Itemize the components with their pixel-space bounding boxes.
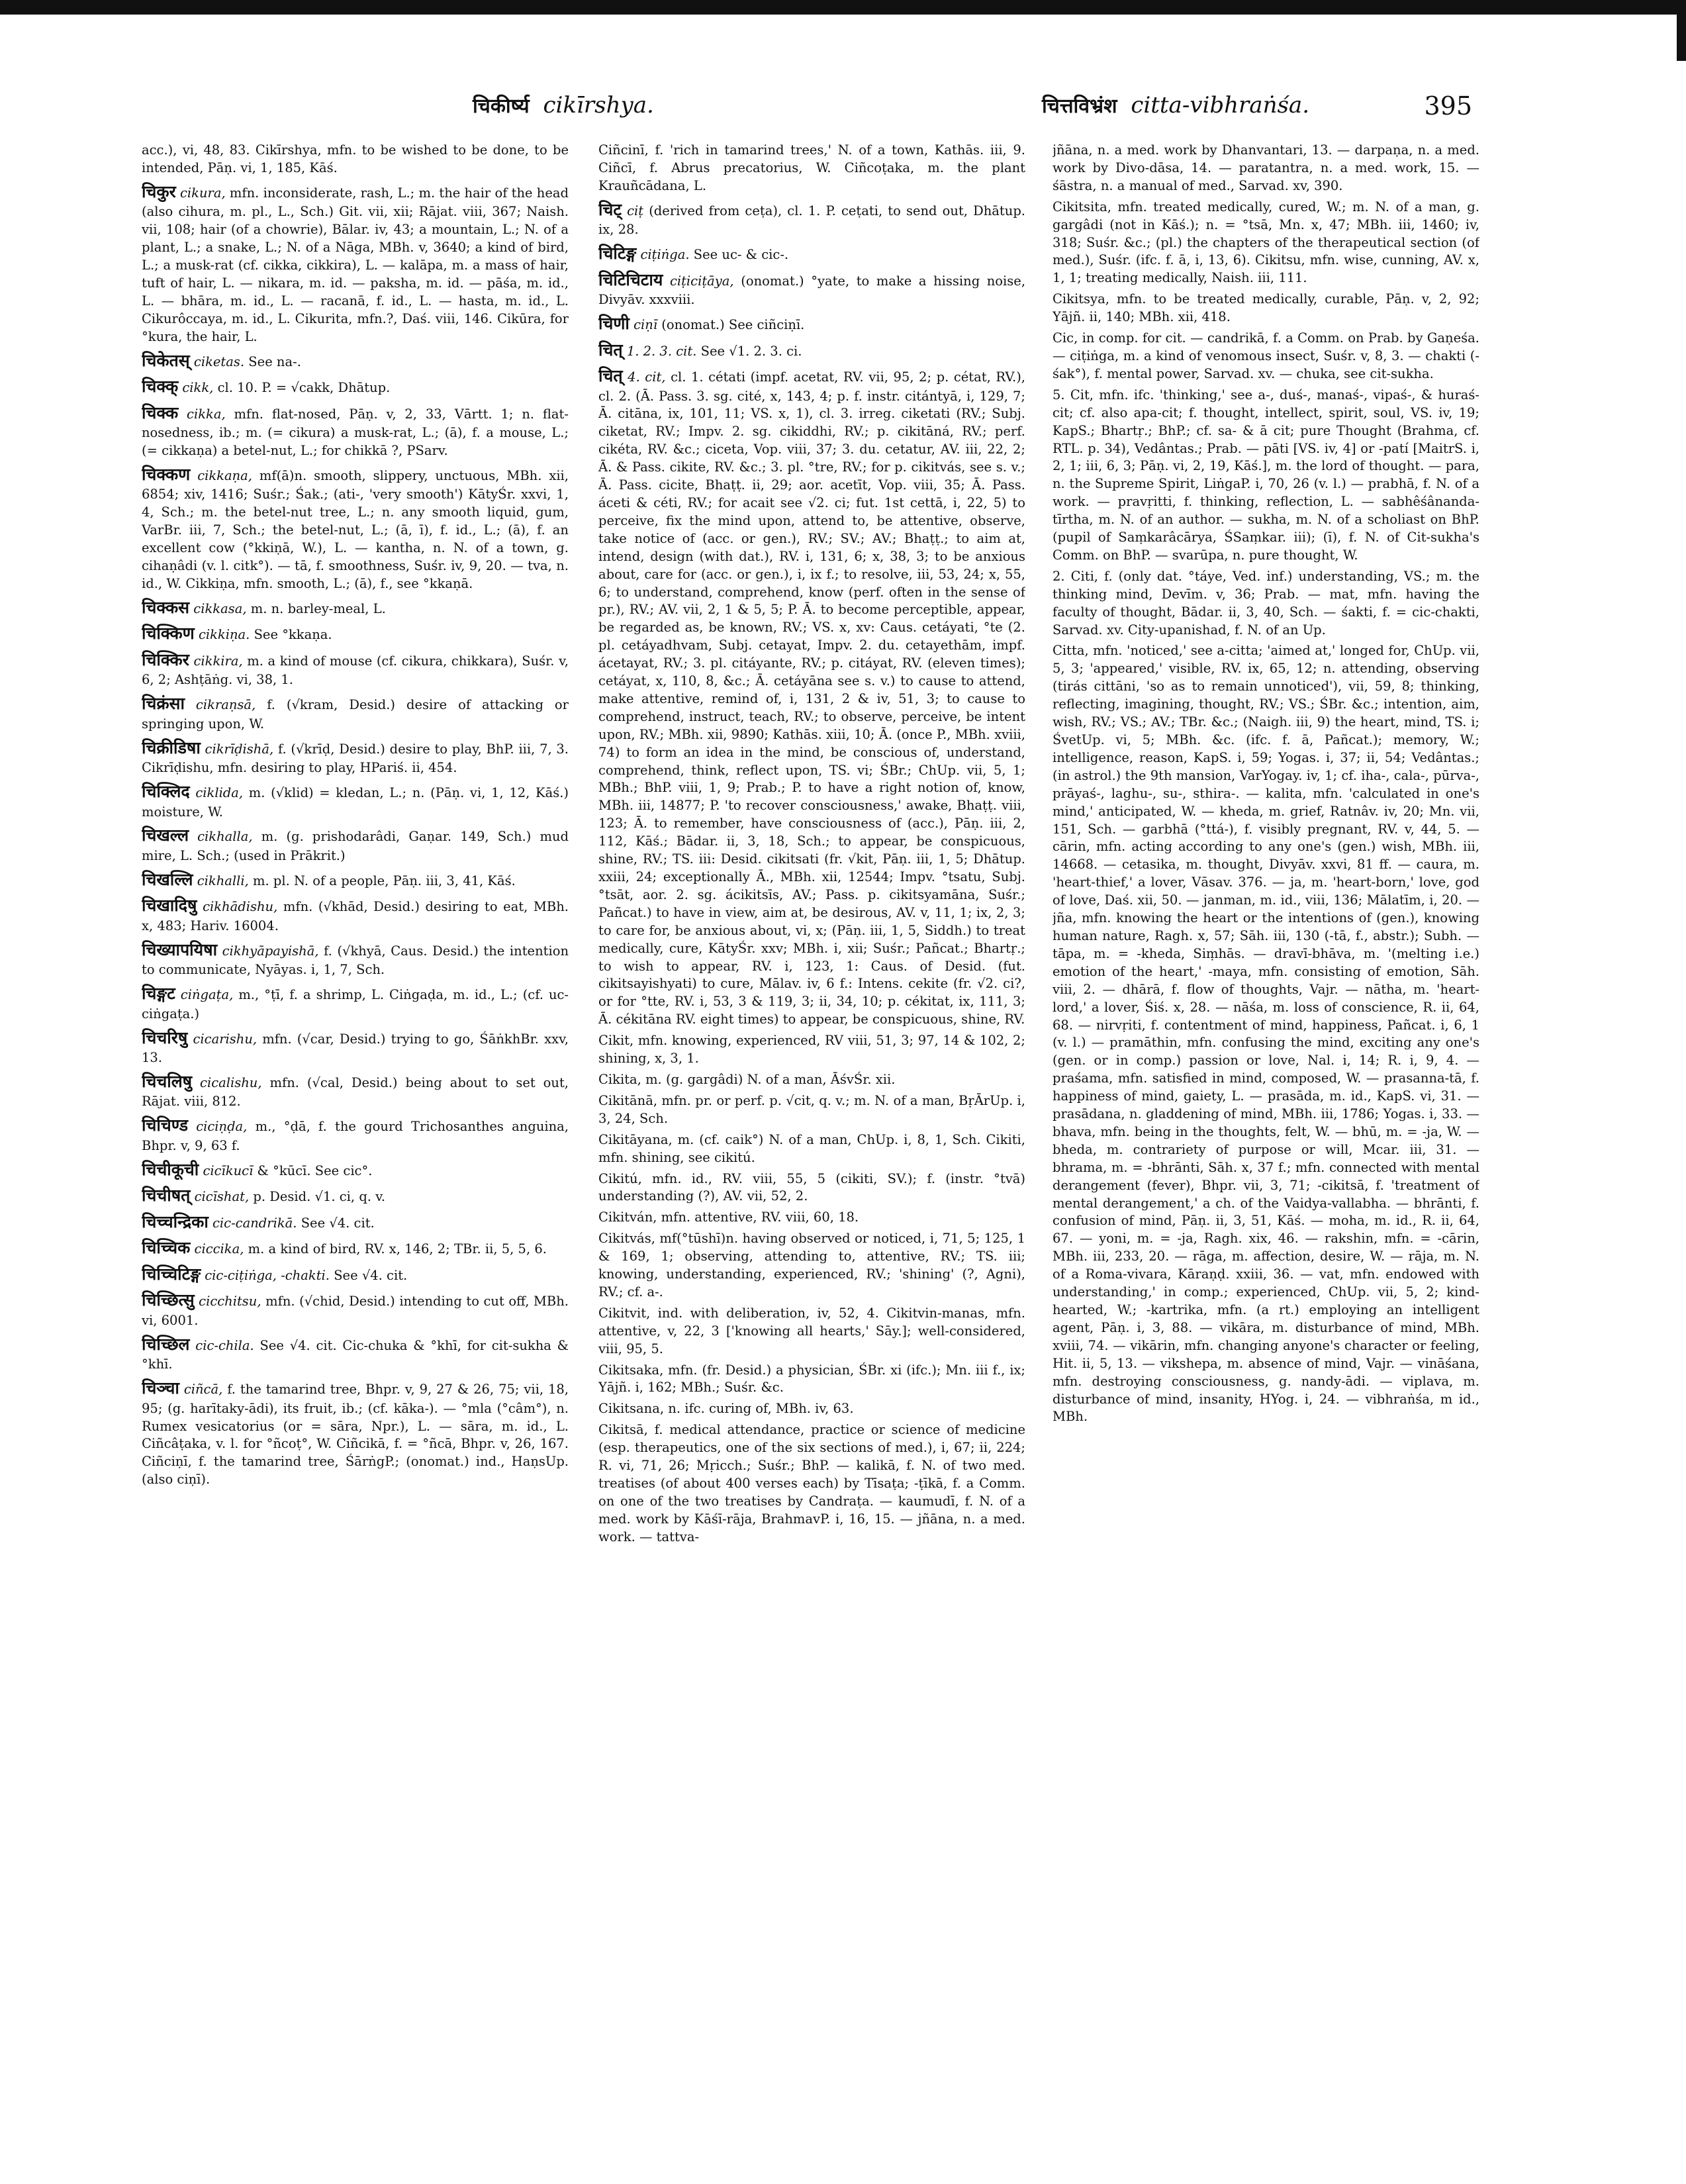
dictionary-entry <box>142 1027 569 1067</box>
entry-text: Cic, in comp. for cit. — candrikā, f. a Comm. on Prab. by Gaṇeśa. — ciṭiṅga, m. a kind of venomous insect, Suśr. v, 8, 3. — chakti (-śak°), f. mental power, Sarvad. xv. — chuka, see cit-sukha. <box>1053 330 1479 381</box>
headword-devanagari: चिचरिषु <box>142 1027 188 1047</box>
headword-roman: ciṭ <box>627 203 644 218</box>
headword-roman: ciciṇḍa, <box>196 1119 248 1135</box>
headword-roman: ciṭiciṭāya, <box>669 273 734 289</box>
headword-roman: cicchitsu, <box>199 1294 261 1309</box>
headword-devanagari: चिच्चन्द्रिका <box>142 1211 209 1231</box>
dictionary-entry <box>142 1114 569 1155</box>
dictionary-entry <box>142 1237 569 1260</box>
headword-devanagari: चिक्कस <box>142 597 190 617</box>
entry-text: Cikitsita, mfn. treated medically, cured, W.; m. N. of a man, g. gargâdi (not in Kāś.); n. = °tsā, Mn. x, 47; MBh. iii, 1460; iv, 318; Suśr. &c.; (pl.) the chapters of the therapeutical section (of med.), Suśr. (ifc. f. ā, i, 13, 6). Cikitsu, mfn. wise, cunning, AV. x, 1, 1; treating medically, Naish. iii, 111. <box>1053 199 1479 286</box>
dictionary-entry <box>598 1071 1025 1089</box>
headword-devanagari: चित् <box>598 366 623 386</box>
headword-roman: ciñcā, <box>183 1382 223 1398</box>
dictionary-entry <box>142 142 569 177</box>
dictionary-entry <box>1053 291 1479 326</box>
entry-text: See √4. cit. Cic-chuka & °khī, for cit-sukha & °khī. <box>142 1337 569 1372</box>
entry-text: See √4. cit. <box>301 1215 375 1231</box>
entry-text: (onomat.) °yate, to make a hissing noise, Divyāv. xxxviii. <box>598 273 1025 308</box>
headword-devanagari: चिकेतस् <box>142 350 190 370</box>
headword-devanagari: चिच्चिटिङ्ग <box>142 1264 201 1284</box>
dictionary-entry <box>598 1421 1025 1546</box>
entry-text: mfn. (√cal, Desid.) being about to set out, Rājat. viii, 812. <box>142 1074 569 1110</box>
headword-roman: cikraṇsā, <box>195 697 256 713</box>
headword-roman: cikka, <box>187 406 226 422</box>
dictionary-entry <box>598 1362 1025 1398</box>
dictionary-entry <box>142 1263 569 1286</box>
entry-text: jñāna, n. a med. work by Dhanvantari, 13. — darpaṇa, n. a med. work by Divo-dāsa, 14. — paratantra, n. a med. work, 15. — śāstra, n. a manual of med., Sarvad. xv, 390. <box>1053 142 1479 193</box>
headword-devanagari: चिच्चिक <box>142 1238 191 1258</box>
dictionary-entry <box>142 894 569 935</box>
entry-text: See uc- & cic-. <box>693 247 789 263</box>
entry-text: cl. 10. P. = √cakk, Dhātup. <box>217 380 391 396</box>
dictionary-entry <box>1053 330 1479 383</box>
dictionary-entry <box>142 1333 569 1374</box>
entry-text: See √1. 2. 3. ci. <box>700 343 802 359</box>
dictionary-entry <box>142 781 569 821</box>
entry-text: Cikitván, mfn. attentive, RV. viii, 60, 18. <box>598 1210 859 1225</box>
dictionary-entry <box>1053 387 1479 565</box>
dictionary-entry <box>598 142 1025 195</box>
dictionary-entry <box>598 242 1025 265</box>
headword-devanagari: चिक्कण <box>142 464 191 484</box>
headword-devanagari: चिखादिषु <box>142 896 197 916</box>
page-header <box>142 91 1472 131</box>
entry-text: See °kkaṇa. <box>254 627 332 643</box>
entry-text: Citta, mfn. 'noticed,' see a-citta; 'aimed at,' longed for, ChUp. vii, 5, 3; 'appeared,' visible, RV. ix, 65, 12; n. attending, observing (tirás cittāni, 'so as to remain unnoticed'), vii, 59, 8; thinking, reflecting, imagining, thought, RV.; VS.; ŚBr. &c.; intention, aim, wish, RV.; VS.; AV.; TBr. &c.; (Naigh. iii, 9) the heart, mind, TS. i; ŚvetUp. vi, 5; MBh. &c. (ifc. f. ā, Pañcat.); memory, W.; intelligence, reason, KapS. i, 59; Yogas. i, 37; ii, 54; Vedântas.; (in astrol.) the 9th mansion, VarYogay. iv, 1; cf. iha-, cala-, pūrva-, prāyaś-, laghu-, su-, sthira-. — kalita, mfn. 'calculated in one's mind,' anticipated, W. — kheda, m. grief, Ratnâv. iv, 20; Mn. vii, 151, Sch. — garbhā (°ttá-), f. visibly pregnant, RV. v, 44, 5. — cārin, mfn. acting according to any one's (gen.) wish, MBh. iii, 14668. — cetasika, m. thought, Divyāv. xxvi, 81 ff. — caura, m. 'heart-thief,' a lover, Vāsav. 376. — ja, m. 'heart-born,' love, god of love, Daś. xii, 50. — janman, m. id., viii, 136; Mālatīm, i, 20. — jña, mfn. knowing the heart or the intentions of (gen.), knowing human nature, Ragh. x, 57; Sāh. iii, 130 (-tā, f., abstr.); Subh. — tāpa, m. = -kheda, Siṃhās. — dravī-bhāva, m. '(melting i.e.) emotion of the heart,' -maya, mfn. consisting of emotion, Sāh. viii, 2. — dhārā, f. flow of thoughts, Vajr. — nātha, m. 'heart-lord,' a lover, Śiś. x, 28. — nāśa, m. loss of conscience, R. ii, 64, 68. — nirvṛiti, f. contentment of mind, happiness, Pañcat. i, 6, 1 (v. l.) — pramāthin, mfn. confusing the mind, exciting any one's (gen. or in comp.) passion or love, Nal. i, 14; R. i, 9, 4. — praśama, mfn. satisfied in mind, composed, W. — prasanna-tā, f. happiness of mind, gaiety, L. — prasāda, m. id., KapS. vi, 31. — prasādana, n. gladdening of mind, MBh. iii, 1786; Yogas. i, 33. — bhava, mfn. being in the thoughts, felt, W. — bhū, m. = -ja, W. — bheda, m. contrariety of purpose or will, Mcar. iii, 31. — bhrama, m. = -bhrānti, Sāh. x, 37 f.; mfn. connected with mental derangement (fever), Bhpr. vii, 3, 71; -cikitsā, f. 'treatment of mental derangement,' a ch. of the Vaidya-vallabha. — bhrānti, f. confusion of mind, Pāṇ. ii, 3, 51, Kāś. — moha, m. id., R. ii, 64, 67. — yoni, m. = -ja, Ragh. xix, 46. — rakshin, mfn. = -cārin, MBh. iii, 233, 20. — rāga, m. affection, desire, W. — rāja, m. N. of a Roma-vivara, Kāraṇḍ. xxiii, 36. — vat, mfn. endowed with understanding,' in comp.; experienced, ChUp. vii, 5, 2; kind-hearted, W.; -kartrika, mfn. (a rt.) employing an intelligent agent, Pāṇ. i, 3, 88. — vikāra, m. disturbance of mind, MBh. xviii, 74. — vikārin, mfn. changing anyone's character or feeling, Hit. ii, 5, 13. — vikshepa, m. absence of mind, Vajr. — vināśana, mfn. destroying consciousness, g. nandy-ādi. — viplava, m. disturbance of mind, insanity, HYog. i, 24. — vibhraṅśa, m id., MBh. <box>1053 643 1479 1425</box>
headword-roman: ciccika, <box>194 1241 244 1257</box>
dictionary-entry <box>142 1289 569 1329</box>
entry-text: Cikitāyana, m. (cf. caik°) N. of a man, ChUp. i, 8, 1, Sch. Cikiti, mfn. shining, see cikitú. <box>598 1131 1025 1165</box>
headword-devanagari: चिकुर <box>142 181 176 201</box>
entry-text: & °kūcī. See cic°. <box>257 1163 373 1178</box>
entry-text: m. n. barley-meal, L. <box>250 600 386 616</box>
entry-text: Cikitvás, mf(°tūshī)n. having observed or noticed, i, 71, 5; 125, 1 & 169, 1; observing, attending to, attentive, RV.; TS. iii; knowing, understanding, experienced, RV.; 'shining' (?, Agni), RV.; cf. a-. <box>598 1231 1025 1300</box>
headword-roman: cikkira, <box>193 653 243 669</box>
dictionary-entry <box>598 1209 1025 1227</box>
entry-text: m. pl. N. of a people, Pāṇ. iii, 3, 41, Kāś. <box>253 873 516 888</box>
left-running-head-roman: cikīrshya. <box>543 92 654 119</box>
headword-devanagari: चिचीषत् <box>142 1186 191 1206</box>
headword-roman: cikhalla, <box>197 829 253 845</box>
entry-text: 5. Cit, mfn. ifc. 'thinking,' see a-, duś-, manaś-, vipaś-, & huraś-cit; cf. also apa-cit; f. thought, intellect, spirit, soul, VS. iv, 19; KapS.; Bhartṛ.; BhP.; cf. sa- & ā cit; pure Thought (Brahma, cf. RTL. p. 34), Vedântas.; Prab. — pāti [VS. iv, 4] or -patí [MaitrS. i, 2, 1; iii, 6, 3; Pāṇ. vi, 2, 19, Kāś.], m. the lord of thought. — para, n. the Supreme Spirit, LiṅgaP. i, 70, 26 (v. l.) — prabhā, f. N. of a work. — pravṛitti, f. thinking, reflection, L. — sabhêśânanda-tīrtha, m. N. of an author. — sukha, m. N. of a scholiast on BhP. (pupil of Saṃkarâcārya, ŚSaṃkar. iii); (ī), f. N. of Cit-sukha's Comm. on BhP. — svarūpa, n. pure thought, W. <box>1053 387 1479 563</box>
headword-roman: cikura, <box>180 185 226 201</box>
headword-devanagari: चिक्लिद <box>142 782 190 802</box>
headword-devanagari: चिटिङ्ग <box>598 244 637 263</box>
entry-text: Cikita, m. (g. gargâdi) N. of a man, ĀśvŚr. xii. <box>598 1071 896 1087</box>
page-number: 395 <box>1424 91 1472 120</box>
entry-text: mfn. (√chid, Desid.) intending to cut off, MBh. vi, 6001. <box>142 1294 569 1328</box>
entry-text: (derived from ceṭa), cl. 1. P. ceṭati, to send out, Dhātup. ix, 28. <box>598 203 1025 238</box>
headword-roman: ciṇī <box>633 317 658 333</box>
dictionary-entry <box>598 269 1025 309</box>
dictionary-entry <box>142 596 569 620</box>
entry-text: See √4. cit. <box>334 1267 408 1283</box>
headword-devanagari: चिचलिषु <box>142 1071 193 1091</box>
headword-roman: cikhādishu, <box>203 899 278 915</box>
headword-devanagari: चिक्क <box>142 403 179 422</box>
dictionary-entry <box>142 939 569 979</box>
headword-roman: cicīshat, <box>194 1189 250 1205</box>
dictionary-entry <box>142 350 569 373</box>
right-running-head-devanagari: चित्तविभ्रंश <box>1042 95 1117 118</box>
column-3 <box>1053 142 1479 2158</box>
entry-text: m. (√klid) = kledan, L.; n. (Pāṇ. vi, 1, 12, Kāś.) moisture, W. <box>142 785 569 820</box>
headword-roman: cikkasa, <box>193 600 247 616</box>
headword-devanagari: चिख्यापयिषा <box>142 939 218 959</box>
headword-roman: cikhalli, <box>197 873 249 888</box>
entry-text: Cikitānā, mfn. pr. or perf. p. √cit, q. v.; m. N. of a man, BṛĀrUp. i, 3, 24, Sch. <box>598 1092 1025 1126</box>
headword-devanagari: चिक्रंसा <box>142 694 185 714</box>
left-running-head <box>473 91 654 119</box>
headword-devanagari: चिचिण्ड <box>142 1116 188 1135</box>
entry-text: f. (√kram, Desid.) desire of attacking or springing upon, W. <box>142 697 569 732</box>
entry-text: m., °ḍā, f. the gourd Trichosanthes anguina, Bhpr. v, 9, 63 f. <box>142 1119 569 1153</box>
dictionary-entry <box>1053 568 1479 640</box>
entry-text: Cikitsā, f. medical attendance, practice or science of medicine (esp. therapeutics, one of the six sections of med.), i, 67; ii, 224; R. vi, 71, 26; Mṛicch.; Suśr.; BhP. — kalikā, f. N. of two med. treatises (of about 400 verses each) by Tīsaṭa; -ṭīkā, f. a Comm. on one of the two treatises by Candraṭa. — kaumudī, f. N. of a med. work by Kāśī-rāja, BrahmavP. i, 16, 15. — jñāna, n. a med. work. — tattva- <box>598 1422 1025 1544</box>
headword-devanagari: चिक्क् <box>142 377 179 397</box>
dictionary-entry <box>142 869 569 892</box>
entry-text: p. Desid. √1. ci, q. v. <box>253 1189 386 1205</box>
entry-text: mfn. inconsiderate, rash, L.; m. the hair of the head (also cihura, m. pl., L., Sch.) Git. vii, xii; Rājat. viii, 367; Naish. vii, 108; hair (of a chowrie), Bālar. iv, 43; a mountain, L.; N. of a plant, L.; a snake, L.; N. of a Nāga, MBh. v, 3640; a kind of bird, L.; a musk-rat (cf. cikka, cikkira), L. — kalāpa, m. a mass of hair, tuft of hair, L. — nikara, m. id. — paksha, m. id. — pāśa, m. id., L. — bhāra, m. id., L. — racanā, f. id., L. — hasta, m. id., L. Cikurôccaya, m. id., L. Cikurita, mfn.?, Daś. viii, 146. Cikūra, for °kura, the hair, L. <box>142 185 569 344</box>
dictionary-entry <box>142 402 569 460</box>
headword-roman: cikrīḍishā, <box>205 741 274 757</box>
entry-text: Cikitú, mfn. id., RV. viii, 55, 5 (cikiti, SV.); f. (instr. °tvā) understanding (?), AV. vii, 52, 2. <box>598 1170 1025 1204</box>
headword-roman: cic-candrikā. <box>212 1215 297 1231</box>
headword-roman: ciketas. <box>193 354 245 369</box>
left-running-head-devanagari: चिकीर्ष्य <box>473 95 530 118</box>
right-running-head-roman: citta-vibhraṅśa. <box>1131 92 1310 119</box>
entry-text: Cikitsya, mfn. to be treated medically, curable, Pāṇ. v, 2, 92; Yājñ. ii, 140; MBh. xii, 418. <box>1053 291 1479 325</box>
entry-text: m. a kind of mouse (cf. cikura, chikkara), Suśr. v, 6, 2; Ashṭāṅg. vi, 38, 1. <box>142 653 569 688</box>
entry-text: m. a kind of bird, RV. x, 146, 2; TBr. ii, 5, 5, 6. <box>248 1241 547 1257</box>
entry-text: m., °ṭī, f. a shrimp, L. Ciṅgaḍa, m. id., L.; (cf. uc-ciṅgaṭa.) <box>142 987 569 1021</box>
entry-text: Cikit, mfn. knowing, experienced, RV viii, 51, 3; 97, 14 & 102, 2; shining, x, 3, 1. <box>598 1033 1025 1067</box>
headword-roman: cic-chila. <box>195 1337 254 1353</box>
headword-devanagari: चिखल्ल <box>142 826 189 845</box>
dictionary-entry <box>1053 642 1479 1426</box>
headword-roman: ciklida, <box>195 785 244 801</box>
dictionary-entry <box>142 1377 569 1489</box>
headword-devanagari: चित् <box>598 340 623 359</box>
headword-devanagari: चिक्किर <box>142 649 189 669</box>
headword-roman: cicīkucī <box>203 1163 254 1178</box>
dictionary-entry <box>142 622 569 645</box>
entry-text: f. (√khyā, Caus. Desid.) the intention to communicate, Nyāyas. i, 1, 7, Sch. <box>142 943 569 978</box>
dictionary-entry <box>142 181 569 346</box>
headword-roman: ciṭiṅga. <box>640 247 690 263</box>
headword-devanagari: चिणी <box>598 314 630 334</box>
dictionary-entry <box>598 339 1025 362</box>
dictionary-entry <box>142 1184 569 1208</box>
dictionary-entry <box>142 1070 569 1111</box>
headword-devanagari: चिञ्चा <box>142 1378 179 1398</box>
dictionary-entry <box>598 1230 1025 1302</box>
dictionary-entry <box>142 1211 569 1234</box>
dictionary-entry <box>598 1305 1025 1358</box>
dictionary-entry <box>142 692 569 733</box>
dictionary-entry <box>598 1170 1025 1206</box>
dictionary-entry <box>142 737 569 777</box>
headword-roman: ciṅgaṭa, <box>180 987 234 1003</box>
dictionary-entry <box>598 1400 1025 1418</box>
entry-text: See na-. <box>248 354 301 369</box>
headword-devanagari: चिखल्लि <box>142 869 193 889</box>
dictionary-entry <box>142 649 569 689</box>
headword-devanagari: चिच्छित्सु <box>142 1290 195 1310</box>
column-1 <box>142 142 569 2158</box>
headword-roman: cikkiṇa. <box>198 627 250 643</box>
headword-roman: 1. 2. 3. cit. <box>626 343 697 359</box>
headword-roman: cic-ciṭiṅga, -chakti. <box>205 1267 330 1283</box>
edge-mark <box>1677 15 1686 61</box>
entry-text: mfn. flat-nosed, Pāṇ. v, 2, 33, Vārtt. 1; n. flat-nosedness, ib.; m. (= cikura) a musk-rat, L.; (ā), f. a mouse, L.; (= cikkaṇa) a betel-nut, L.; for chikkā ?, PSarv. <box>142 406 569 458</box>
dictionary-entry <box>598 199 1025 239</box>
entry-text: f. (√krīḍ, Desid.) desire to play, BhP. iii, 7, 3. Cikrīḍishu, mfn. desiring to play, HPariś. ii, 454. <box>142 741 569 776</box>
entry-text: mf(ā)n. smooth, slippery, unctuous, MBh. xii, 6854; xiv, 1416; Suśr.; Śak.; (ati-, 'very smooth') KātyŚr. xxvi, 1, 4, Sch.; m. the betel-nut tree, L.; n. any smooth liquid, gum, VarBr. iii, 7, Sch.; the betel-nut, L.; (ā, ī), f. id., L.; (ā), f. an excellent cow (°kkiṇā, W.), L. — kantha, n. N. of a town, g. cihaṇâdi (v. l. citk°). — tā, f. smoothness, Suśr. iv, 9, 20. — tva, n. id., W. Cikkiṇa, mfn. smooth, L.; (ā), f., see °kkaṇā. <box>142 467 569 591</box>
dictionary-entry <box>1053 142 1479 195</box>
entry-text: 2. Citi, f. (only dat. °táye, Ved. inf.) understanding, VS.; m. the thinking mind, Devīm. v, 36; Prab. — mat, mfn. having the faculty of thought, Bādar. ii, 3, 40, Sch. — śakti, f. = cic-chakti, Sarvad. xv. City-upanishad, f. N. of an Up. <box>1053 568 1479 638</box>
dictionary-entry <box>598 365 1025 1029</box>
dictionary-entry <box>598 1032 1025 1068</box>
entry-text: Cikitvit, ind. with deliberation, iv, 52, 4. Cikitvin-manas, mfn. attentive, v, 22, 3 ['knowing all hearts,' Sāy.]; well-considered, viii, 95, 5. <box>598 1305 1025 1356</box>
dictionary-entry <box>1053 199 1479 288</box>
headword-devanagari: चिङ्गट <box>142 984 175 1004</box>
entry-text: cl. 1. cétati (impf. acetat, RV. vii, 95, 2; p. cétat, RV.), cl. 2. (Ā. Pass. 3. sg. cité, x, 143, 4; p. f. instr. citántyā, i, 129, 7; Ā. citāna, ix, 101, 11; VS. x, 1), cl. 3. irreg. ciketati (RV.; Subj. ciketat, RV.; Impv. 2. sg. cikiddhi, RV.; p. cikitāná, RV.; perf. cikéta, RV. &c.; ciceta, Vop. viii, 37; 3. du. cetatur, AV. iii, 22, 2; Ā. & Pass. cikite, RV. &c.; 3. pl. °tre, RV.; for p. cikitvás, see s. v.; Ā. Pass. cicite, Bhaṭṭ. ii, 29; aor. acetīt, Vop. viii, 35; Ā. Pass. áceti & céti, RV.; for acait see √2. ci; fut. 1st cettā, i, 22, 5) to perceive, fix the mind upon, attend to, be attentive, observe, take notice of (acc. or gen.), RV.; SV.; AV.; Bhaṭṭ.; to aim at, intend, design (with dat.), RV. i, 131, 6; x, 38, 3; to be anxious about, care for (acc. or gen.), i, ix f.; to resolve, iii, 53, 24; x, 55, 6; to understand, comprehend, know (perf. often in the sense of pr.), RV.; AV. vii, 2, 1 & 5, 5; P. Ā. to become perceptible, appear, be regarded as, be known, RV.; VS. x, xv: Caus. cetáyati, °te (2. pl. cetáyadhvam, Subj. cetayat, Impv. 2. du. cetayethām, impf. ácetayat, RV.; 3. pl. citáyante, RV.; p. citáyat, RV. (eleven times); cetáyat, x, 110, 8, &c.; Ā. cetáyāna see s. v.) to cause to attend, make attentive, remind of, i, 131, 2 & iv, 51, 3; to cause to comprehend, instruct, teach, RV.; to observe, perceive, be intent upon, RV.; MBh. xii, 9890; Kathās. xiii, 10; Ā. (once P., MBh. xviii, 74) to form an idea in the mind, be conscious of, understand, comprehend, think, reflect upon, TS. vi; ŚBr.; ChUp. vii, 5, 1; MBh.; BhP. viii, 1, 9; Prab.; P. to have a right notion of, know, MBh. iii, 14877; P. 'to recover consciousness,' awake, Bhaṭṭ. viii, 123; Ā. to remember, have consciousness of (acc.), Pāṇ. iii, 2, 112, Kāś.; Bādar. ii, 3, 18, Sch.; to appear, be conspicuous, shine, RV.; TS. iii: Desid. cikitsati (fr. √kit, Pāṇ. iii, 1, 5; Dhātup. xxiii, 24; exceptionally Ā., MBh. xii, 12544; Impv. °tsatu, Subj. °tsāt, aor. 2. sg. ácikitsīs, AV.; Pass. p. cikitsyamāna, Suśr.; Pañcat.) to have in view, aim at, be desirous, AV. v, 11, 1; ix, 2, 3; to care for, be anxious about, vi, x; (Pāṇ. iii, 1, 5, Siddh.) to treat medically, cure, KātyŚr. xxv; MBh. i, xii; Suśr.; Pañcat.; Bhartṛ.; to wish to appear, RV. i, 123, 1: Caus. of Desid. (fut. cikitsayishyati) to cure, Mālav. iv, 6 f.: Intens. cekite (fr. √2. ci?, or for °tte, RV. i, 53, 3 & 119, 3; ii, 34, 10; p. cékitat, ix, 111, 3; Ā. cékitāna RV. eight times) to appear, be conspicuous, shine, RV. <box>598 369 1025 1027</box>
entry-text: f. the tamarind tree, Bhpr. v, 9, 27 & 26, 75; vii, 18, 95; (g. harītaky-ādi), its fruit, ib.; (cf. kāka-). — °mla (°câm°), n. Rumex vesicatorius (or = sāra, Npr.), L. — sāra, m. id., L. Ciñcâṭaka, v. l. for °ñcoṭ°, W. Ciñcikā, f. = °ñcā, Bhpr. v, 26, 167. Ciñciṇī, f. the tamarind tree, ŚārṅgP.; (onomat.) ind., HaṇsUp. (also ciṇī). <box>142 1382 569 1488</box>
entry-text: (onomat.) See ciñciṇī. <box>661 317 805 333</box>
dictionary-entry <box>142 463 569 593</box>
dictionary-entry <box>142 982 569 1023</box>
headword-roman: cikhyāpayishā, <box>222 943 319 959</box>
dictionary-entry <box>598 1092 1025 1128</box>
headword-roman: cicarishu, <box>193 1031 258 1047</box>
entry-text: Cikitsaka, mfn. (fr. Desid.) a physician, ŚBr. xi (ifc.); Mn. iii f., ix; Yājñ. i, 162; MBh.; Suśr. &c. <box>598 1362 1025 1396</box>
headword-devanagari: चिटिचिटाय <box>598 269 663 289</box>
headword-roman: cikkaṇa, <box>197 467 252 483</box>
entry-text: Cikitsana, n. ifc. curing of, MBh. iv, 63. <box>598 1401 854 1417</box>
headword-devanagari: चिक्किण <box>142 624 195 643</box>
dictionary-entry <box>142 824 569 865</box>
headword-roman: 4. cit, <box>628 369 666 385</box>
headword-devanagari: चिट् <box>598 199 622 219</box>
headword-roman: cicalishu, <box>200 1074 262 1090</box>
entry-text: mfn. (√khād, Desid.) desiring to eat, MBh. x, 483; Hariv. 16004. <box>142 899 569 933</box>
top-rule <box>0 0 1686 15</box>
headword-roman: cikk, <box>182 380 214 396</box>
column-2 <box>598 142 1025 2158</box>
dictionary-entry <box>598 1131 1025 1167</box>
entry-text: m. (g. prishodarâdi, Gaṇar. 149, Sch.) mud mire, L. Sch.; (used in Prākrit.) <box>142 829 569 863</box>
headword-devanagari: चिच्छिल <box>142 1334 190 1354</box>
dictionary-entry <box>142 1159 569 1182</box>
entry-text: mfn. (√car, Desid.) trying to go, ŚāṅkhBr. xxv, 13. <box>142 1031 569 1066</box>
right-running-head <box>1042 91 1309 119</box>
headword-devanagari: चिक्रीडिषा <box>142 737 201 757</box>
entry-text: acc.), vi, 48, 83. Cikīrshya, mfn. to be wished to be done, to be intended, Pāṇ. vi, 1, 185, Kāś. <box>142 142 569 175</box>
headword-devanagari: चिचीकूची <box>142 1159 199 1179</box>
dictionary-entry <box>142 375 569 399</box>
dictionary-entry <box>598 312 1025 336</box>
entry-text: Ciñcinī, f. 'rich in tamarind trees,' N. of a town, Kathās. iii, 9. Ciñcī, f. Abrus precatorius, W. Ciñcoṭaka, m. the plant Krauñcādana, L. <box>598 142 1025 193</box>
